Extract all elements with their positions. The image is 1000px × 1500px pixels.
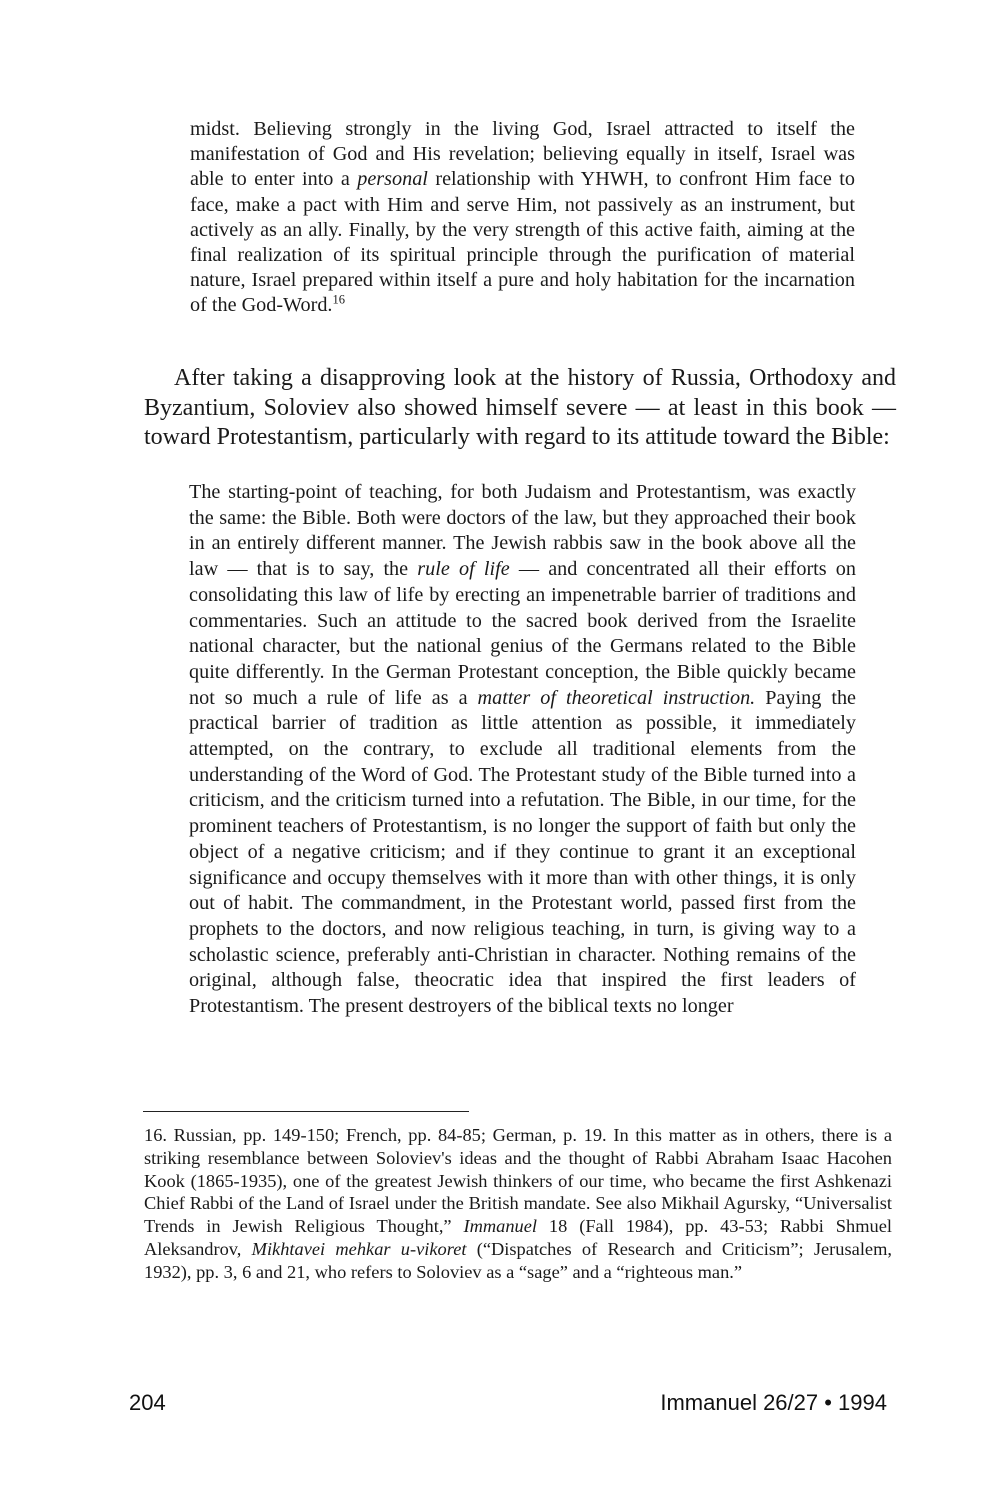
quote-long-italic-theoretical-instruction: matter of theoretical instruction.: [477, 686, 756, 709]
body-paragraph: [144, 364, 896, 453]
block-quote-top: [190, 117, 855, 319]
quote-top-italic-personal: personal: [357, 168, 428, 191]
block-quote-soloviev: [189, 480, 856, 1020]
quote-long-text-1: The starting-point of teaching, for both Judaism and Protestantism, was exactly the same: the Bible. Both were doctors of the law, but they approached their book in an entirely different manner. The Jewish rabbis saw in the book above all the law — that is to say, the: [189, 481, 856, 581]
footnote-italic-immanuel: Immanuel: [463, 1216, 538, 1237]
quote-long-text-3: Paying the practical barrier of tradition as little attention as possible, it immediately attempted, on the contrary, to exclude all traditional elements from the understanding of the Word of God. The Protestant study of the Bible turned into a criticism, and the criticism turned into a refutation. The Bible, in our time, for the prominent teachers of Protestantism, is no longer the support of faith but only the object of a negative criticism; and if they continue to grant it an exceptional significance and occupy themselves with it more than with other things, it is only out of habit. The commandment, in the Protestant world, passed first from the prophets to the doctors, and now religious teaching, in turn, is giving way to a scholastic science, preferably anti-Christian in character. Nothing remains of the original, although false, theocratic idea that inspired the first leaders of Protestantism. The present destroyers of the biblical texts no longer: [189, 686, 856, 1018]
quote-long-italic-rule-of-life: rule of life: [417, 558, 510, 581]
footnote-text-1: 16. Russian, pp. 149-150; French, pp. 84-85; German, p. 19. In this matter as in others, there is a striking resemblance between Soloviev's ideas and the thought of Rabbi Abraham Isaac Hacohen Kook (1865-1935), one of the greatest Jewish thinkers of our time, who became the first Ashkenazi Chief Rabbi of the Land of Israel under the British mandate. See also Mikhail Agursky, “Universalist Trends in Jewish Religious Thought,”: [144, 1125, 892, 1237]
journal-info: Immanuel 26/27 • 1994: [660, 1390, 887, 1415]
quote-top-text-1: midst. Believing strongly in the living God, Israel attracted to itself the manifestation of God and His revelation; believing equally in itself, Israel was able to enter into a: [190, 118, 855, 191]
quote-long-text-2: — and concentrated all their efforts on consolidating this law of life by erecting an impenetrable barrier of traditions and commentaries. Such an attitude to the sacred book derived from the Israelite national character, but the national genius of the Germans related to the Bible quite differently. In the German Protestant conception, the Bible quickly became not so much a rule of life as a: [189, 558, 856, 709]
page-number: 204: [129, 1390, 166, 1415]
footnote-text-2: 18 (Fall 1984), pp. 43-53; Rabbi Shmuel Aleksandrov,: [144, 1216, 892, 1259]
body-paragraph-text: After taking a disapproving look at the history of Russia, Orthodoxy and Byzantium, Soloviev also showed himself severe — at least in this book — toward Protestantism, particularly with regard to its attitude toward the Bible:: [144, 365, 896, 450]
footnote-16: [144, 1124, 892, 1284]
footnote-divider: [143, 1111, 469, 1112]
quote-top-text-2: relationship with YHWH, to confront Him face to face, make a pact with Him and serve Him, not passively as an instrument, but actively as an ally. Finally, by the very strength of this active faith, aiming at the final realization of its spiritual principle through the purification of material nature, Israel prepared within itself a pure and holy habitation for the incarnation of the God-Word.: [190, 168, 855, 317]
footnote-text-3: (“Dispatches of Research and Criticism”; Jerusalem, 1932), pp. 3, 6 and 21, who refers to Soloviev as a “sage” and a “righteous man.”: [144, 1238, 892, 1282]
footnote-italic-mikhtavei: Mikhtavei mehkar u-vikoret: [251, 1238, 467, 1259]
footnote-reference-16[interactable]: 16: [332, 292, 345, 307]
